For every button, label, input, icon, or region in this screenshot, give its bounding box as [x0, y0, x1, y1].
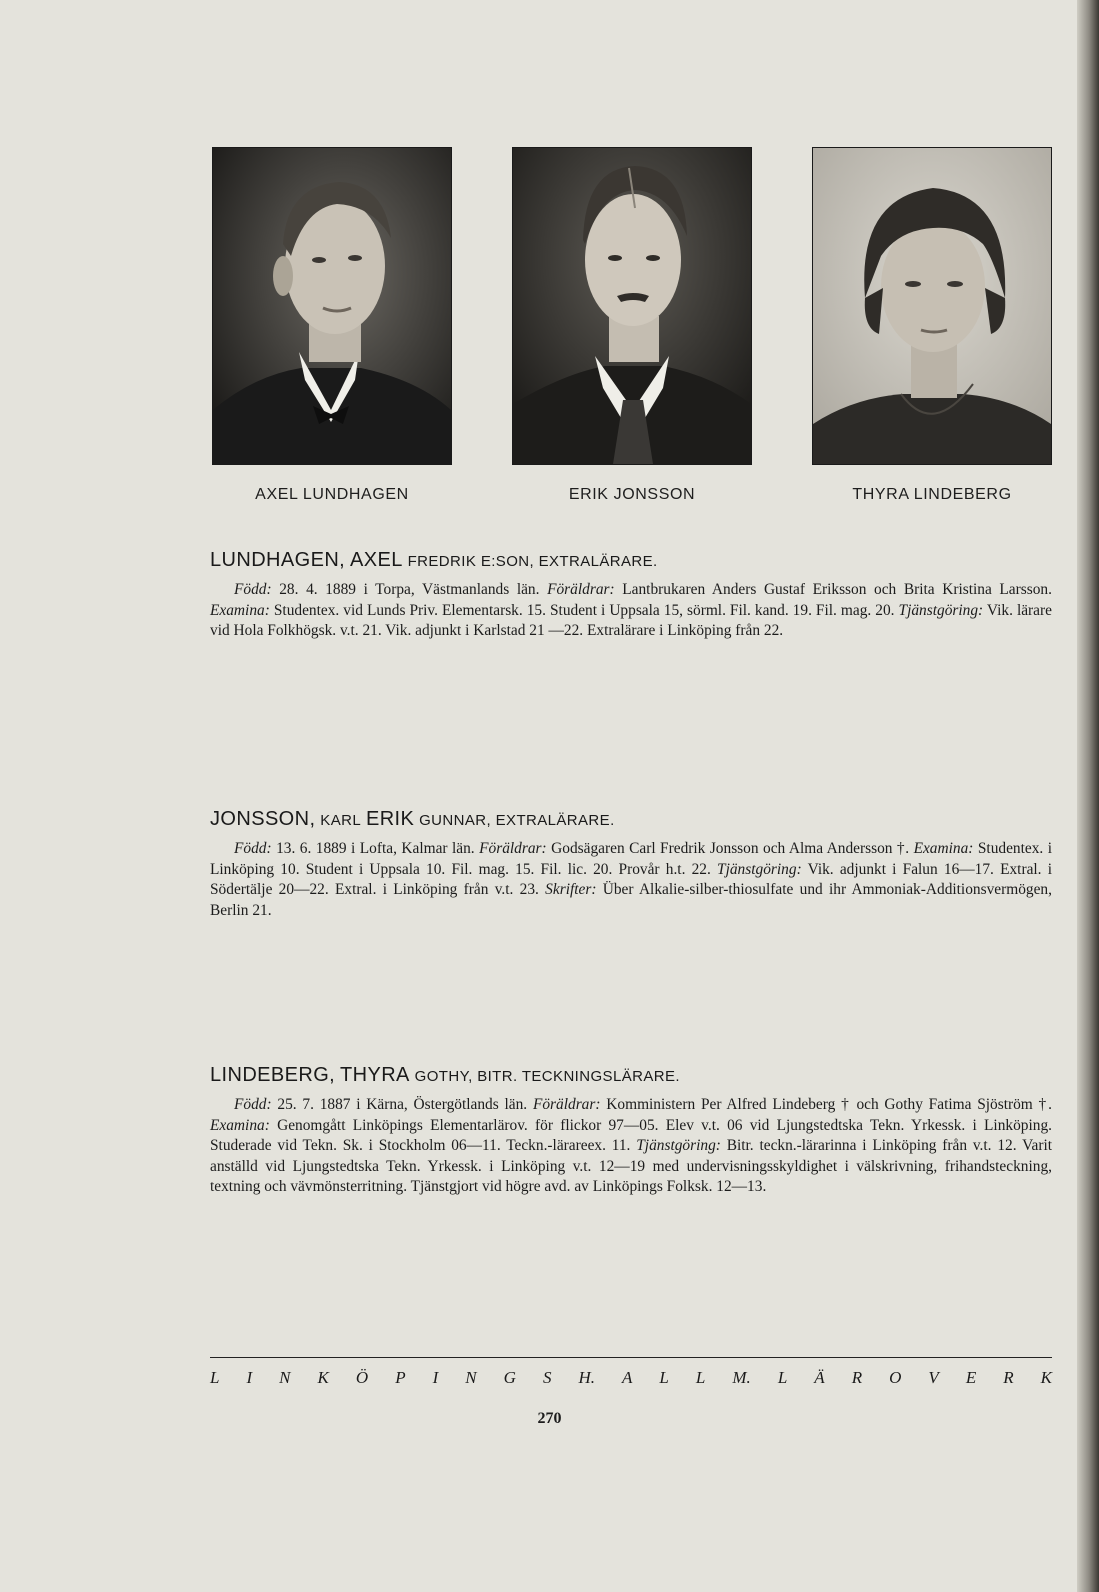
entry-surname: LINDEBERG,: [210, 1064, 336, 1086]
footer-letter: V: [928, 1368, 939, 1387]
footer-letter: R: [851, 1368, 863, 1387]
footer-letter: K: [317, 1368, 329, 1387]
portrait-erik-jonsson: [512, 147, 752, 465]
footer-letter: I: [432, 1368, 439, 1387]
entry-lindeberg: [210, 1064, 1052, 1198]
text-skrifter: Über Alkalie-silber-thiosulfate und ihr Ammoniak-Additionsvermögen, Berlin 21.: [210, 881, 1052, 919]
footer-letter: S: [542, 1368, 552, 1387]
text-examina: Studentex. i Linköping 10. Student i Uppsala 10. Fil. mag. 15. Fil. lic. 20. Provår h.t. 22.: [210, 840, 1053, 878]
caption-axel-lundhagen: AXEL LUNDHAGEN: [255, 486, 409, 503]
label-foraldrar: Föräldrar:: [547, 581, 615, 598]
label-tjanstgoring: Tjänstgöring:: [898, 601, 984, 619]
footer-letter: Ö: [355, 1368, 369, 1387]
entry-body: [210, 580, 1052, 642]
footer-letter: M.: [732, 1368, 751, 1387]
label-fodd: Född:: [234, 1096, 272, 1113]
entry-heading: [210, 1064, 1052, 1087]
label-tjanstgoring: Tjänstgöring:: [717, 860, 802, 878]
footer-letter: N: [465, 1368, 477, 1387]
footer-running-title: [210, 1368, 1052, 1388]
entry-heading: [210, 549, 1052, 572]
entry-jonsson: [210, 808, 1052, 921]
label-fodd: Född:: [234, 581, 272, 598]
entry-title: GOTHY, BITR. TECKNINGSLÄRARE.: [414, 1068, 680, 1085]
entry-given-name: ERIK: [365, 808, 415, 830]
label-skrifter: Skrifter:: [545, 881, 597, 898]
text-foraldrar: Lantbrukaren Anders Gustaf Eriksson och Brita Kristina Larsson.: [622, 581, 1052, 598]
text-tjanstgoring: Vik. adjunkt i Falun 16—17. Extral. i Södertälje 20—22. Extral. i Linköping från v.t. 23.: [210, 860, 1052, 898]
footer-letter: A: [622, 1368, 633, 1387]
footer-letter: P: [395, 1368, 406, 1387]
label-foraldrar: Föräldrar:: [479, 840, 547, 857]
footer-letter: O: [889, 1368, 902, 1387]
text-fodd: 28. 4. 1889 i Torpa, Västmanlands län.: [279, 581, 540, 598]
label-foraldrar: Föräldrar:: [532, 1096, 601, 1113]
footer-letter: I: [246, 1368, 253, 1387]
entry-given-name-first: KARL: [320, 812, 362, 829]
text-fodd: 13. 6. 1889 i Lofta, Kalmar län.: [276, 840, 475, 857]
footer-letter: L: [695, 1368, 706, 1387]
label-examina: Examina:: [210, 601, 270, 619]
entry-given-name: THYRA: [340, 1064, 410, 1086]
footer-letter: L: [659, 1368, 669, 1387]
entry-body: [210, 1095, 1052, 1198]
footer-letter: L: [777, 1368, 788, 1387]
label-examina: Examina:: [210, 1116, 270, 1134]
entry-lundhagen: [210, 549, 1052, 642]
caption-erik-jonsson: ERIK JONSSON: [568, 486, 696, 503]
page-number: 270: [537, 1410, 562, 1427]
page-edge-shadow: [1077, 0, 1099, 1592]
entry-body: [210, 839, 1052, 921]
text-foraldrar: Komministern Per Alfred Lindeberg † och Gothy Fatima Sjöström †.: [606, 1096, 1053, 1113]
entry-heading: [210, 808, 1052, 831]
footer-letter: K: [1040, 1368, 1052, 1387]
label-examina: Examina:: [913, 840, 974, 857]
entry-given-name: AXEL: [350, 549, 403, 571]
entry-title: GUNNAR, EXTRALÄRARE.: [419, 812, 615, 829]
text-fodd: 25. 7. 1887 i Kärna, Östergötlands län.: [277, 1096, 528, 1113]
label-fodd: Född:: [234, 840, 272, 857]
footer-letter: E: [965, 1368, 977, 1387]
label-tjanstgoring: Tjänstgöring:: [636, 1137, 721, 1154]
portrait-thyra-lindeberg: [812, 147, 1052, 465]
entry-title: FREDRIK E:SON, EXTRALÄRARE.: [407, 553, 658, 570]
footer-letter: N: [279, 1368, 291, 1387]
footer-rule: [210, 1357, 1052, 1358]
caption-thyra-lindeberg: THYRA LINDEBERG: [852, 486, 1012, 503]
text-examina: Genomgått Linköpings Elementarlärov. för flickor 97—05. Elev v.t. 06 vid Ljungstedtska Tekn. Yrkessk. i Linköping. Studerade vid Tekn. Sk. i Stockholm 06—11. Teckn.-lärareex. 11.: [210, 1116, 1052, 1154]
portrait-row: [212, 147, 1050, 465]
text-foraldrar: Godsägaren Carl Fredrik Jonsson och Alma Andersson †.: [551, 840, 910, 857]
footer-letter: L: [210, 1368, 220, 1387]
entry-surname: LUNDHAGEN,: [210, 549, 346, 571]
text-examina: Studentex. vid Lunds Priv. Elementarsk. 15. Student i Uppsala 15, sörml. Fil. kand. 19. Fil. mag. 20.: [273, 601, 895, 619]
footer-letter: Ä: [814, 1368, 825, 1387]
text-tjanstgoring: Vik. lärare vid Hola Folkhögsk. v.t. 21. Vik. adjunkt i Karlstad 21 —22. Extralärare i Linköping från 22.: [210, 601, 1052, 639]
footer-letter: R: [1003, 1368, 1014, 1387]
portrait-axel-lundhagen: [212, 147, 452, 465]
text-tjanstgoring: Bitr. teckn.-lärarinna i Linköping från v.t. 12. Varit anställd vid Ljungstedtska Tekn. Yrkessk. i Linköping v.t. 12—19 med undervisningsskyldighet i välskrivning, frihandsteckning, textning och vävmönsterritning. Tjänstgjort vid högre avd. av Linköpings Folksk. 12—13.: [210, 1137, 1052, 1195]
footer-letter: H.: [578, 1368, 595, 1387]
entry-surname: JONSSON,: [210, 808, 316, 830]
footer-letter: G: [503, 1368, 516, 1387]
